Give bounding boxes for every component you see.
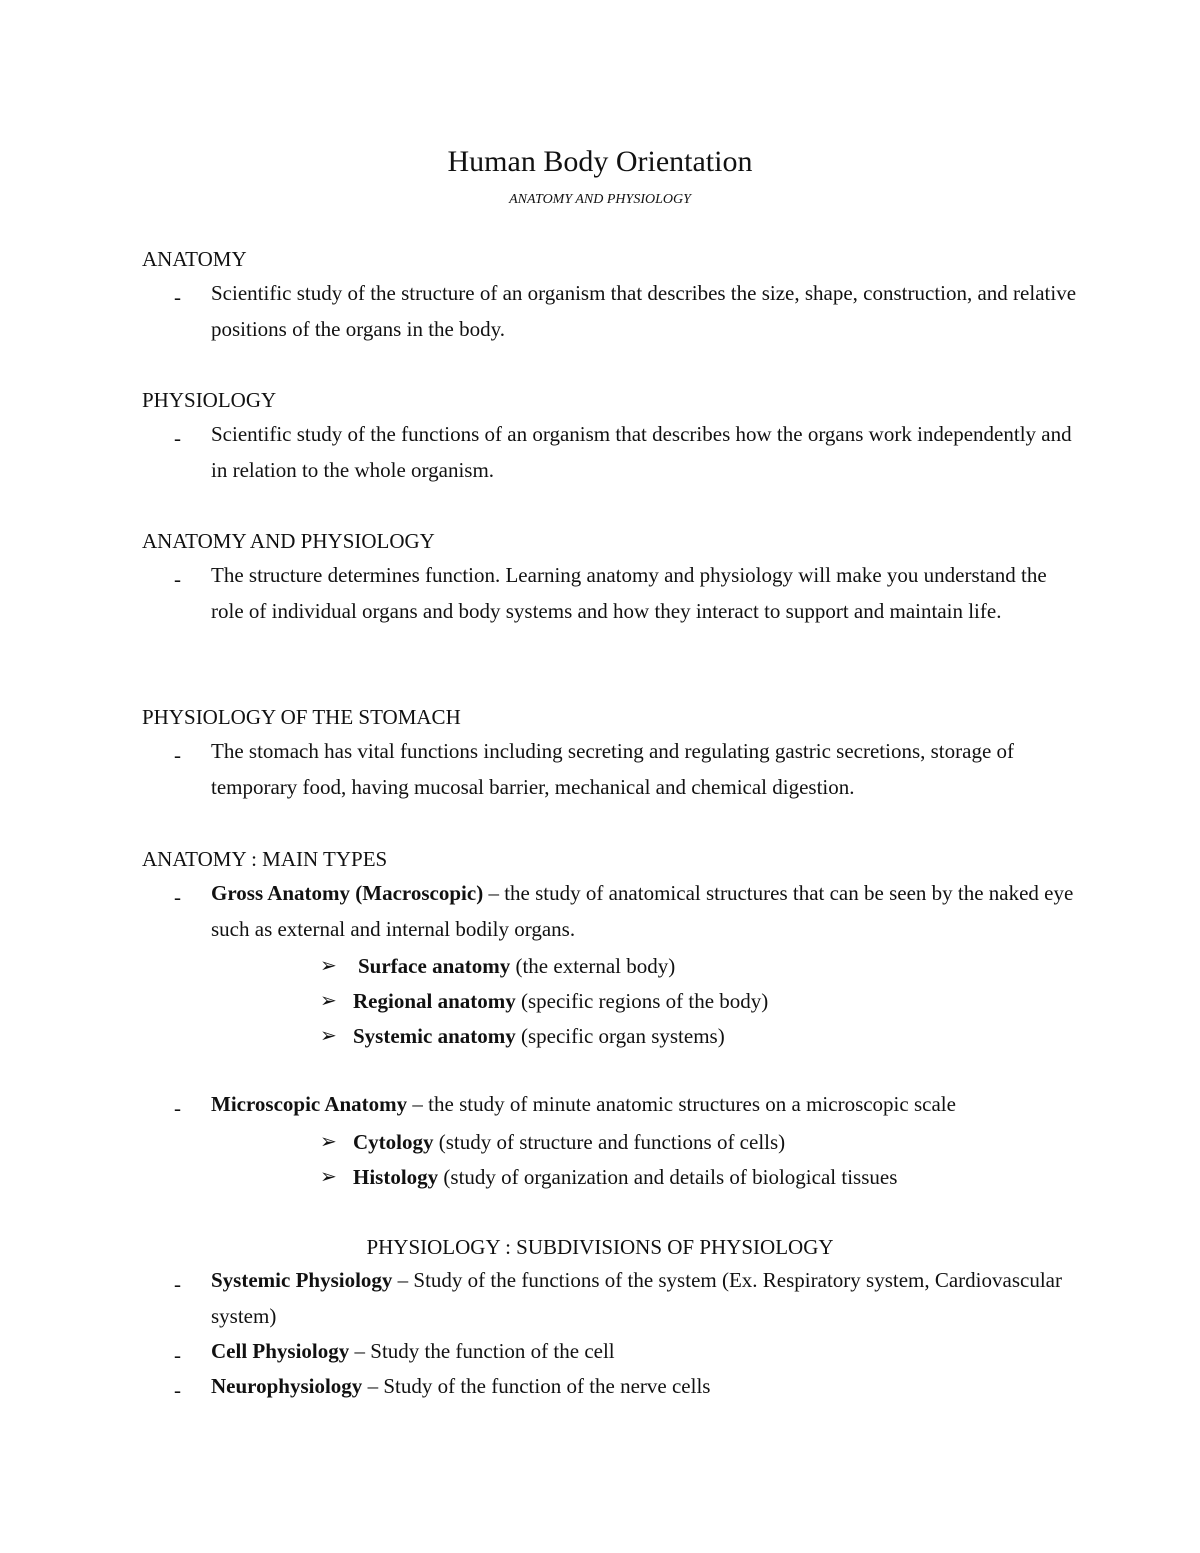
arrow-bullet-icon: ➢ bbox=[320, 955, 337, 977]
bullet-dash: - bbox=[174, 426, 181, 450]
subdivision-desc: – Study of the function of the nerve cells bbox=[362, 1374, 711, 1398]
subdivision-term: Systemic Physiology bbox=[211, 1268, 393, 1292]
gross-anatomy-item bbox=[211, 876, 1081, 947]
microscopic-anatomy-desc: – the study of minute anatomic structures on a microscopic scale bbox=[407, 1092, 956, 1116]
sub-item-term: Surface anatomy bbox=[358, 954, 511, 978]
bullet-dash: - bbox=[174, 1378, 181, 1402]
arrow-bullet-icon: ➢ bbox=[320, 1166, 337, 1188]
section-heading-anatomy-and-physiology: ANATOMY AND PHYSIOLOGY bbox=[142, 529, 435, 553]
sub-item-desc: (study of organization and details of biological tissues bbox=[438, 1165, 898, 1189]
sub-item-systemic-anatomy bbox=[353, 1022, 725, 1050]
sub-item-surface-anatomy bbox=[358, 952, 675, 980]
bullet-dash: - bbox=[174, 567, 181, 591]
microscopic-anatomy-item bbox=[211, 1087, 1081, 1123]
bullet-dash: - bbox=[174, 285, 181, 309]
arrow-bullet-icon: ➢ bbox=[320, 1131, 337, 1153]
sub-item-desc: (study of structure and functions of cells) bbox=[433, 1130, 786, 1154]
anatomy-physiology-definition: The structure determines function. Learning anatomy and physiology will make you understand the role of individual organs and body systems and how they interact to support and maintain life. bbox=[211, 563, 1047, 623]
document-title: Human Body Orientation bbox=[447, 145, 753, 178]
sub-item-term: Cytology bbox=[353, 1130, 434, 1154]
subdivision-desc: – Study of the functions of the system (Ex. Respiratory system, Cardiovascular system) bbox=[211, 1268, 1062, 1328]
subdivision-term: Cell Physiology bbox=[211, 1339, 350, 1363]
sub-item-term: Systemic anatomy bbox=[353, 1024, 516, 1048]
subdivision-item-cell bbox=[211, 1334, 1081, 1370]
subdivision-item-systemic bbox=[211, 1263, 1081, 1334]
stomach-definition: The stomach has vital functions including secreting and regulating gastric secretions, storage of temporary food, having mucosal barrier, mechanical and chemical digestion. bbox=[211, 739, 1015, 799]
subdivision-item-neuro bbox=[211, 1369, 1081, 1405]
subdivision-desc: – Study the function of the cell bbox=[349, 1339, 615, 1363]
section-heading-physiology: PHYSIOLOGY bbox=[142, 388, 277, 412]
physiology-definition: Scientific study of the functions of an organism that describes how the organs work independently and in relation to the whole organism. bbox=[211, 422, 1072, 482]
sub-item-histology bbox=[353, 1163, 897, 1191]
sub-item-term: Histology bbox=[353, 1165, 439, 1189]
section-heading-subdivisions: PHYSIOLOGY : SUBDIVISIONS OF PHYSIOLOGY bbox=[366, 1235, 834, 1259]
gross-anatomy-desc: – the study of anatomical structures that can be seen by the naked eye such as external and internal bodily organs. bbox=[211, 881, 1074, 941]
anatomy-definition: Scientific study of the structure of an organism that describes the size, shape, construction, and relative positions of the organs in the body. bbox=[211, 281, 1077, 341]
bullet-dash: - bbox=[174, 885, 181, 909]
bullet-dash: - bbox=[174, 1343, 181, 1367]
subdivision-term: Neurophysiology bbox=[211, 1374, 363, 1398]
section-heading-main-types: ANATOMY : MAIN TYPES bbox=[142, 847, 388, 871]
sub-item-term: Regional anatomy bbox=[353, 989, 516, 1013]
sub-item-desc: (the external body) bbox=[510, 954, 676, 978]
bullet-dash: - bbox=[174, 1272, 181, 1296]
section-heading-anatomy: ANATOMY bbox=[142, 247, 247, 271]
bullet-dash: - bbox=[174, 743, 181, 767]
sub-item-desc: (specific regions of the body) bbox=[515, 989, 769, 1013]
arrow-bullet-icon: ➢ bbox=[320, 990, 337, 1012]
arrow-bullet-icon: ➢ bbox=[320, 1025, 337, 1047]
sub-item-regional-anatomy bbox=[353, 987, 768, 1015]
section-heading-stomach: PHYSIOLOGY OF THE STOMACH bbox=[142, 705, 461, 729]
bullet-dash: - bbox=[174, 1096, 181, 1120]
microscopic-anatomy-term: Microscopic Anatomy bbox=[211, 1092, 408, 1116]
gross-anatomy-term: Gross Anatomy (Macroscopic) bbox=[211, 881, 484, 905]
sub-item-cytology bbox=[353, 1128, 785, 1156]
sub-item-desc: (specific organ systems) bbox=[515, 1024, 725, 1048]
document-subtitle: ANATOMY AND PHYSIOLOGY bbox=[509, 192, 691, 207]
